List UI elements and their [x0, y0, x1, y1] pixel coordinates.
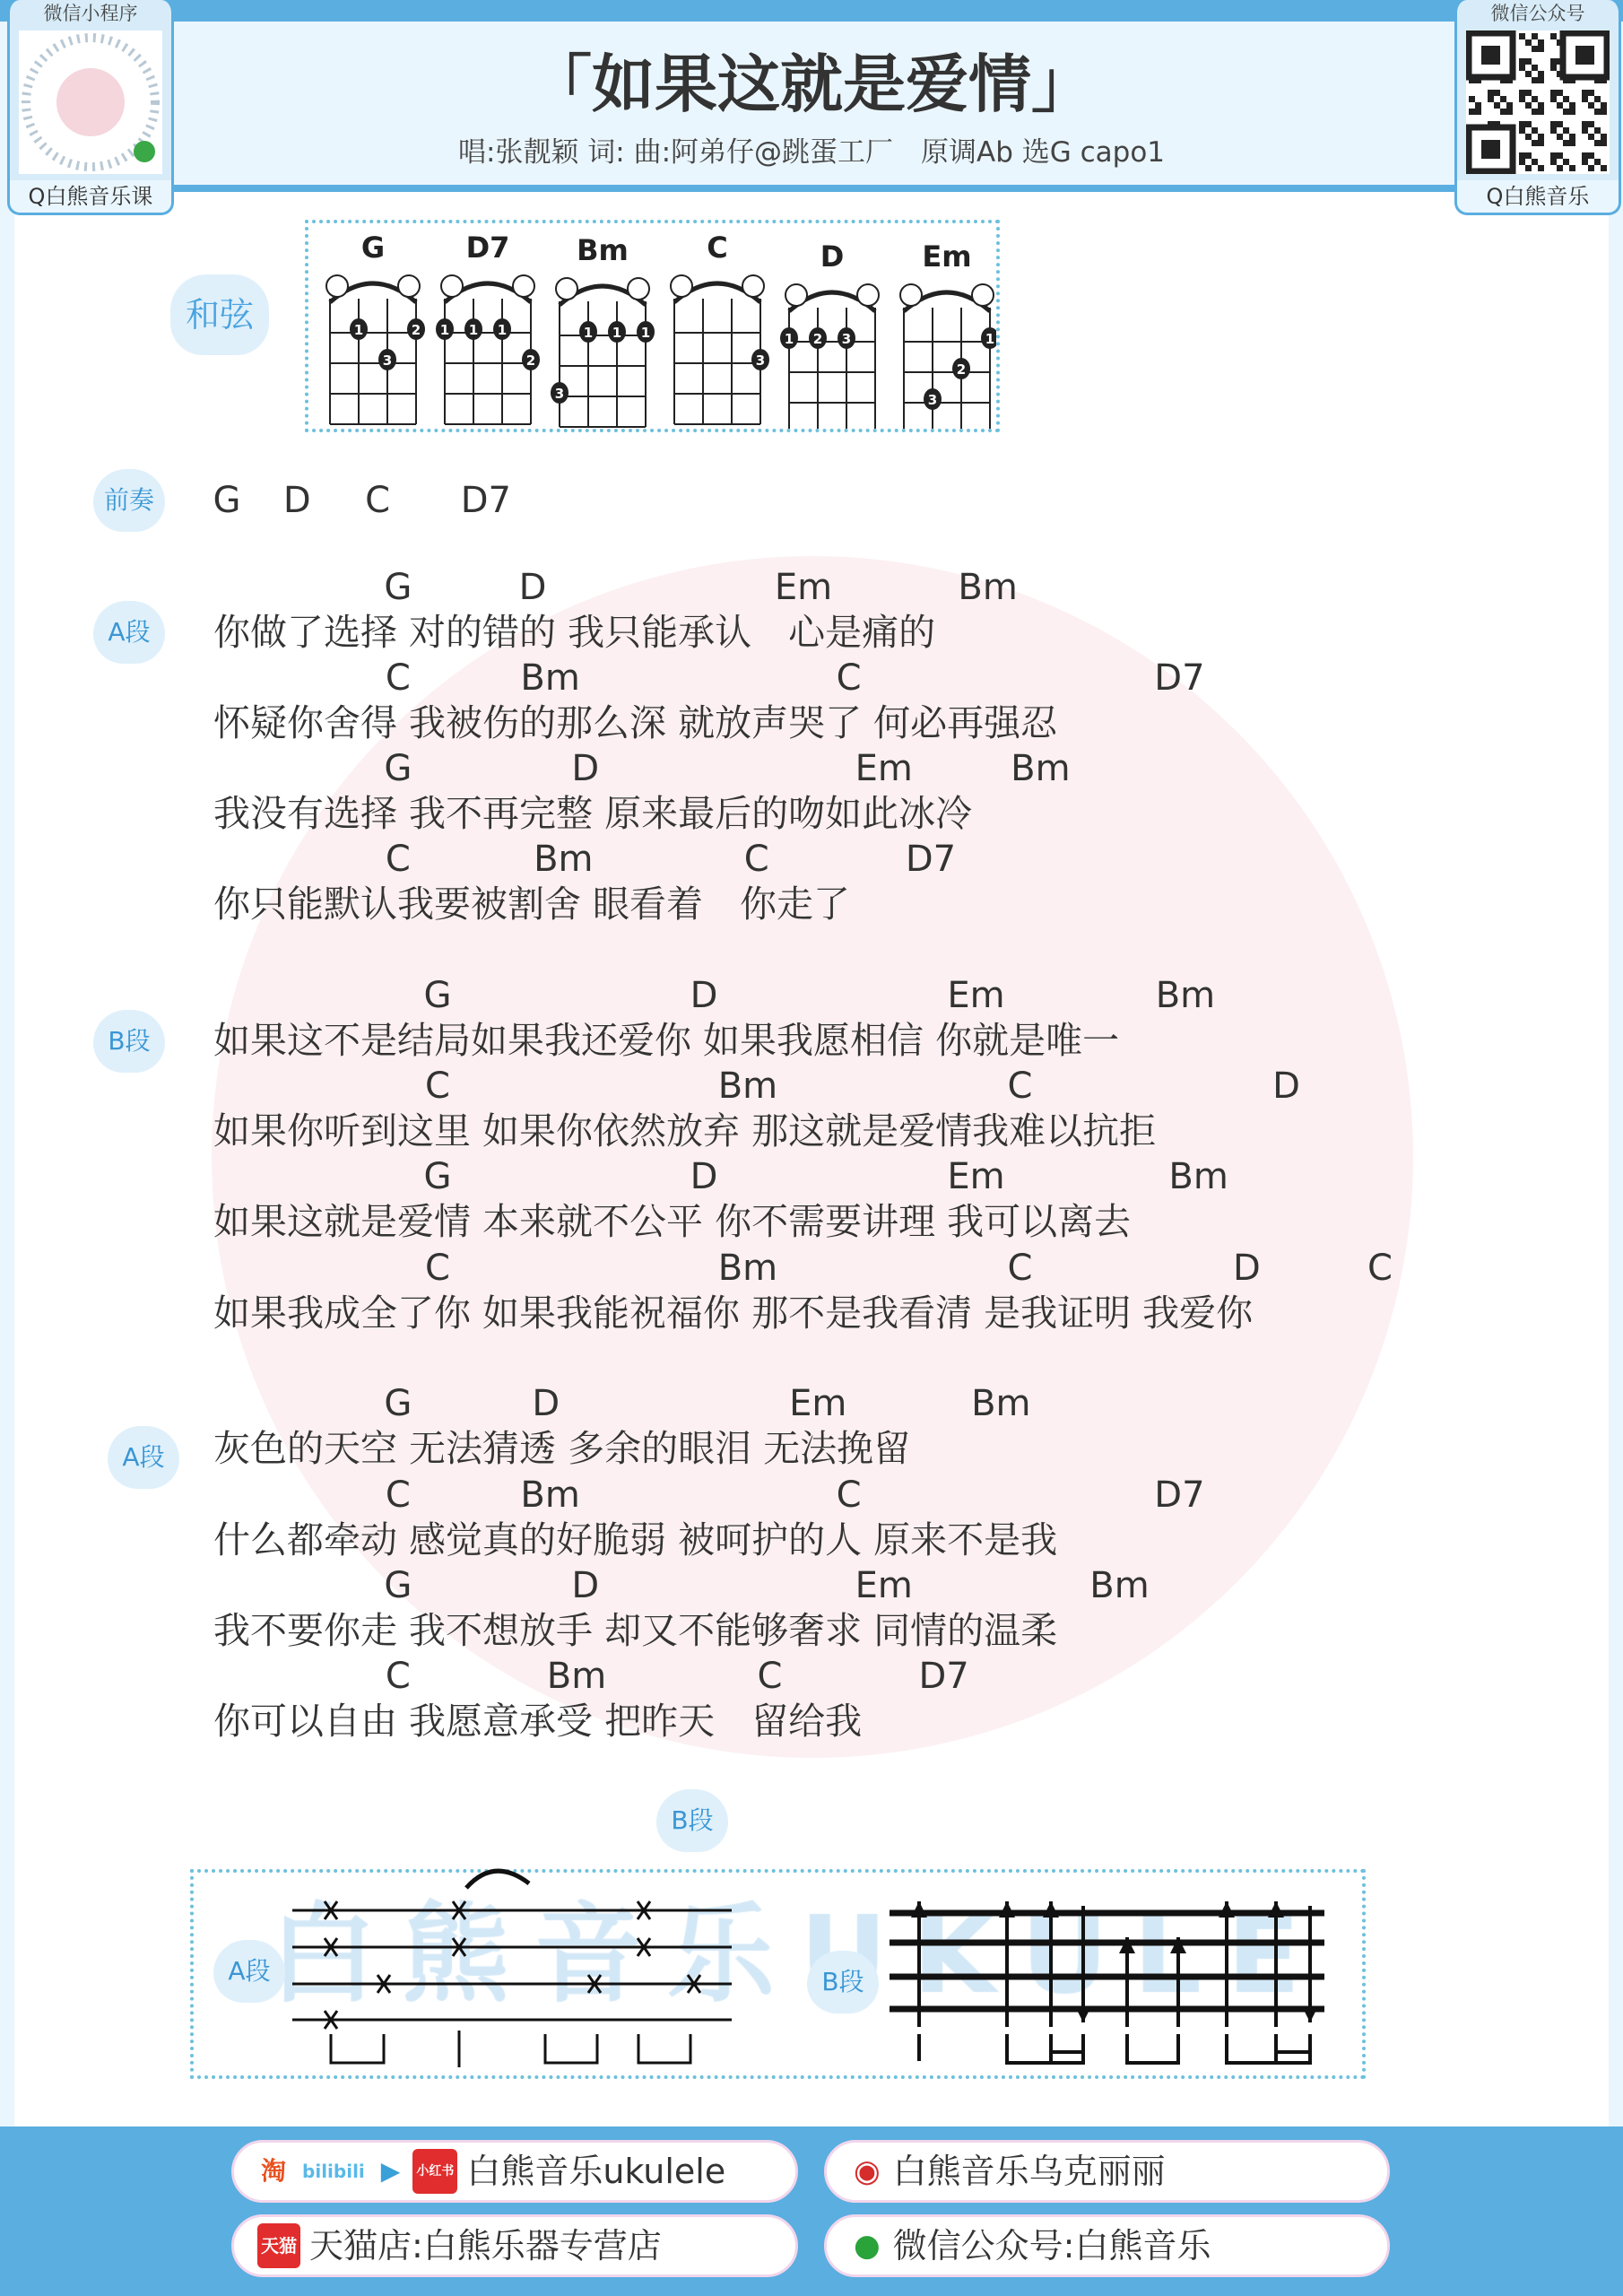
finger-number: 1	[468, 322, 479, 338]
chord-symbol: G	[423, 975, 452, 1017]
section-label: B段	[93, 1010, 165, 1073]
weibo-account-name: 白熊音乐乌克丽丽	[892, 2152, 1166, 2191]
chord-symbol: C	[836, 657, 862, 699]
finger-number: 3	[841, 331, 852, 347]
arrow-up-icon	[911, 1901, 927, 1918]
beat-bracket	[331, 2034, 384, 2063]
chord-name: D	[820, 239, 845, 274]
intro-chord: C	[365, 480, 391, 521]
play-icon: ▶	[380, 2156, 401, 2186]
finger-number: 1	[612, 325, 622, 341]
finger-number: 2	[956, 361, 967, 378]
finger-number: 2	[411, 322, 421, 338]
chord-symbol: Em	[789, 1383, 847, 1425]
intro-chord: D	[282, 480, 311, 521]
section-label: A段	[108, 1426, 179, 1489]
chord-name: G	[360, 230, 386, 265]
weibo-pill[interactable]	[824, 2140, 1390, 2203]
chord-symbol: Bm	[546, 1655, 607, 1697]
bilibili-icon: bilibili	[302, 2161, 365, 2182]
chord-symbol: Em	[947, 975, 1005, 1017]
beat-bracket	[545, 2034, 597, 2063]
lyric-line: 什么都牵动 感觉真的好脆弱 被呵护的人 原来不是我	[213, 1518, 1058, 1561]
finger-number: 2	[812, 331, 823, 347]
beat-bracket	[638, 2034, 690, 2063]
chord-symbol: C	[424, 1247, 450, 1289]
intro-chord: G	[213, 480, 241, 521]
finger-number: 1	[640, 325, 651, 341]
chord-symbol: D	[571, 748, 600, 790]
chord-symbol: D7	[1154, 1474, 1205, 1516]
chord-symbol: G	[384, 748, 412, 790]
chord-symbol: Bm	[1011, 748, 1071, 790]
finger-number: 1	[439, 322, 450, 338]
beat-bracket	[1127, 2034, 1178, 2063]
chord-symbol: D	[518, 566, 547, 608]
chord-symbol: G	[384, 1383, 412, 1425]
section-label-intro: 前奏	[93, 469, 165, 532]
chord-symbol: D	[532, 1383, 560, 1425]
lyric-line: 怀疑你舍得 我被伤的那么深 就放声哭了 何必再强忍	[213, 700, 1058, 744]
chord-symbol: Em	[855, 748, 913, 790]
strum-b-label: B段	[807, 1951, 879, 2013]
chords-label: 和弦	[170, 274, 269, 355]
chord-symbol: Em	[855, 1564, 913, 1606]
chord-name: Em	[922, 239, 972, 274]
chord-symbol: C	[424, 1065, 450, 1108]
arrow-up-icon	[999, 1901, 1015, 1918]
weibo-icon: ◉	[854, 2153, 881, 2189]
chord-symbol: C	[1367, 1247, 1393, 1289]
panel-tab: 微信小程序	[43, 3, 138, 24]
tmall-icon: 天猫	[257, 2223, 300, 2268]
arrow-down-icon	[1302, 2006, 1318, 2022]
tie-arc	[466, 1871, 529, 1888]
lyric-line: 如果这不是结局如果我还爱你 如果我愿相信 你就是唯一	[213, 1019, 1120, 1063]
chord-symbol: Em	[947, 1156, 1005, 1198]
chord-symbol: Bm	[1168, 1156, 1228, 1198]
lyric-line: 如果我成全了你 如果我能祝福你 那不是我看清 是我证明 我爱你	[213, 1291, 1254, 1335]
section-label: A段	[93, 601, 165, 664]
chord-symbol: D	[690, 975, 718, 1017]
chord-symbol: D7	[918, 1655, 969, 1697]
social-accounts-pill[interactable]	[231, 2140, 798, 2203]
chord-symbol: G	[384, 566, 412, 608]
chord-name: C	[707, 230, 728, 265]
chord-symbol: G	[384, 1564, 412, 1606]
lyric-line: 你可以自由 我愿意承受 把昨天 留给我	[213, 1699, 863, 1743]
finger-number: 2	[525, 352, 536, 369]
chord-symbol: D	[1233, 1247, 1261, 1289]
lyric-line: 灰色的天空 无法猜透 多余的眼泪 无法挽留	[213, 1427, 911, 1471]
finger-number: 1	[353, 322, 364, 338]
arrow-down-icon	[1075, 2006, 1091, 2022]
finger-number: 1	[985, 331, 995, 347]
panel-footer: Q白熊音乐课	[10, 180, 171, 213]
chord-symbol: C	[757, 1655, 783, 1697]
chord-symbol: Bm	[520, 1474, 580, 1516]
chord-symbol: Bm	[1089, 1564, 1150, 1606]
chord-symbol: C	[385, 657, 411, 699]
chord-symbol: D	[1272, 1065, 1300, 1108]
intro-chord: D7	[460, 480, 511, 521]
taobao-icon: 淘	[261, 2156, 287, 2186]
lyric-line: 你只能默认我要被割舍 眼看着 你走了	[213, 883, 851, 926]
chord-symbol: D7	[905, 839, 957, 881]
wechat-pill[interactable]	[824, 2214, 1390, 2277]
xiaohongshu-icon: 小红书	[412, 2149, 457, 2194]
wechat-account-name: 微信公众号:白熊音乐	[892, 2226, 1211, 2266]
chord-symbol: Bm	[717, 1065, 778, 1108]
chord-symbol: D	[690, 1156, 718, 1198]
finger-number: 1	[784, 331, 794, 347]
chord-symbol: Bm	[534, 839, 594, 881]
social-account-name: 白熊音乐ukulele	[466, 2152, 726, 2191]
tmall-store-name: 天猫店:白熊乐器专营店	[309, 2226, 662, 2266]
chord-symbol: Em	[774, 566, 833, 608]
strum-a-label: A段	[213, 1940, 285, 2003]
chord-symbol: Bm	[717, 1247, 778, 1289]
arrow-up-icon	[1043, 1901, 1059, 1918]
song-credits: 唱:张靓颖 词: 曲:阿弟仔@跳蛋工厂 原调Ab 选G capo1	[457, 136, 1166, 169]
chord-symbol: C	[743, 839, 769, 881]
chord-symbol: D	[571, 1564, 600, 1606]
tmall-pill[interactable]	[231, 2214, 798, 2277]
chord-symbol: Bm	[971, 1383, 1031, 1425]
finger-number: 3	[755, 352, 766, 369]
chord-symbol: D7	[1154, 657, 1205, 699]
chord-symbol: Bm	[1155, 975, 1216, 1017]
chord-symbol: Bm	[958, 566, 1018, 608]
chord-symbol: G	[423, 1156, 452, 1198]
finger-number: 3	[554, 386, 565, 402]
panel-tab: 微信公众号	[1490, 3, 1585, 24]
arrow-up-icon	[1268, 1901, 1284, 1918]
arrow-up-icon	[1219, 1901, 1235, 1918]
lyric-line: 如果你听到这里 如果你依然放弃 那这就是爱情我难以抗拒	[213, 1109, 1157, 1153]
footer	[0, 2126, 1623, 2296]
chord-symbol: C	[385, 839, 411, 881]
chord-symbol: C	[836, 1474, 862, 1516]
chord-symbol: C	[1007, 1065, 1033, 1108]
lyric-line: 我没有选择 我不再完整 原来最后的吻如此冰冷	[213, 792, 973, 836]
finger-number: 1	[583, 325, 594, 341]
song-title: 「如果这就是爱情」	[529, 48, 1094, 121]
beat-bracket	[1227, 2034, 1310, 2063]
lyric-line: 我不要你走 我不想放手 却又不能够奢求 同情的温柔	[213, 1608, 1058, 1652]
chord-symbol: C	[1007, 1247, 1033, 1289]
chord-name: Bm	[577, 233, 629, 267]
wechat-icon: ●	[854, 2228, 881, 2264]
chord-symbol: C	[385, 1655, 411, 1697]
lyric-line: 如果这就是爱情 本来就不公平 你不需要讲理 我可以离去	[213, 1200, 1132, 1244]
finger-number: 3	[927, 392, 938, 408]
finger-number: 1	[497, 322, 508, 338]
section-label-end: B段	[656, 1789, 728, 1852]
panel-footer: Q白熊音乐	[1457, 180, 1619, 213]
lyric-line: 你做了选择 对的错的 我只能承认 心是痛的	[213, 610, 936, 654]
chord-symbol: C	[385, 1474, 411, 1516]
beat-bracket	[1007, 2034, 1083, 2063]
chord-name: D7	[465, 230, 510, 265]
chord-symbol: Bm	[520, 657, 580, 699]
finger-number: 3	[382, 352, 393, 369]
